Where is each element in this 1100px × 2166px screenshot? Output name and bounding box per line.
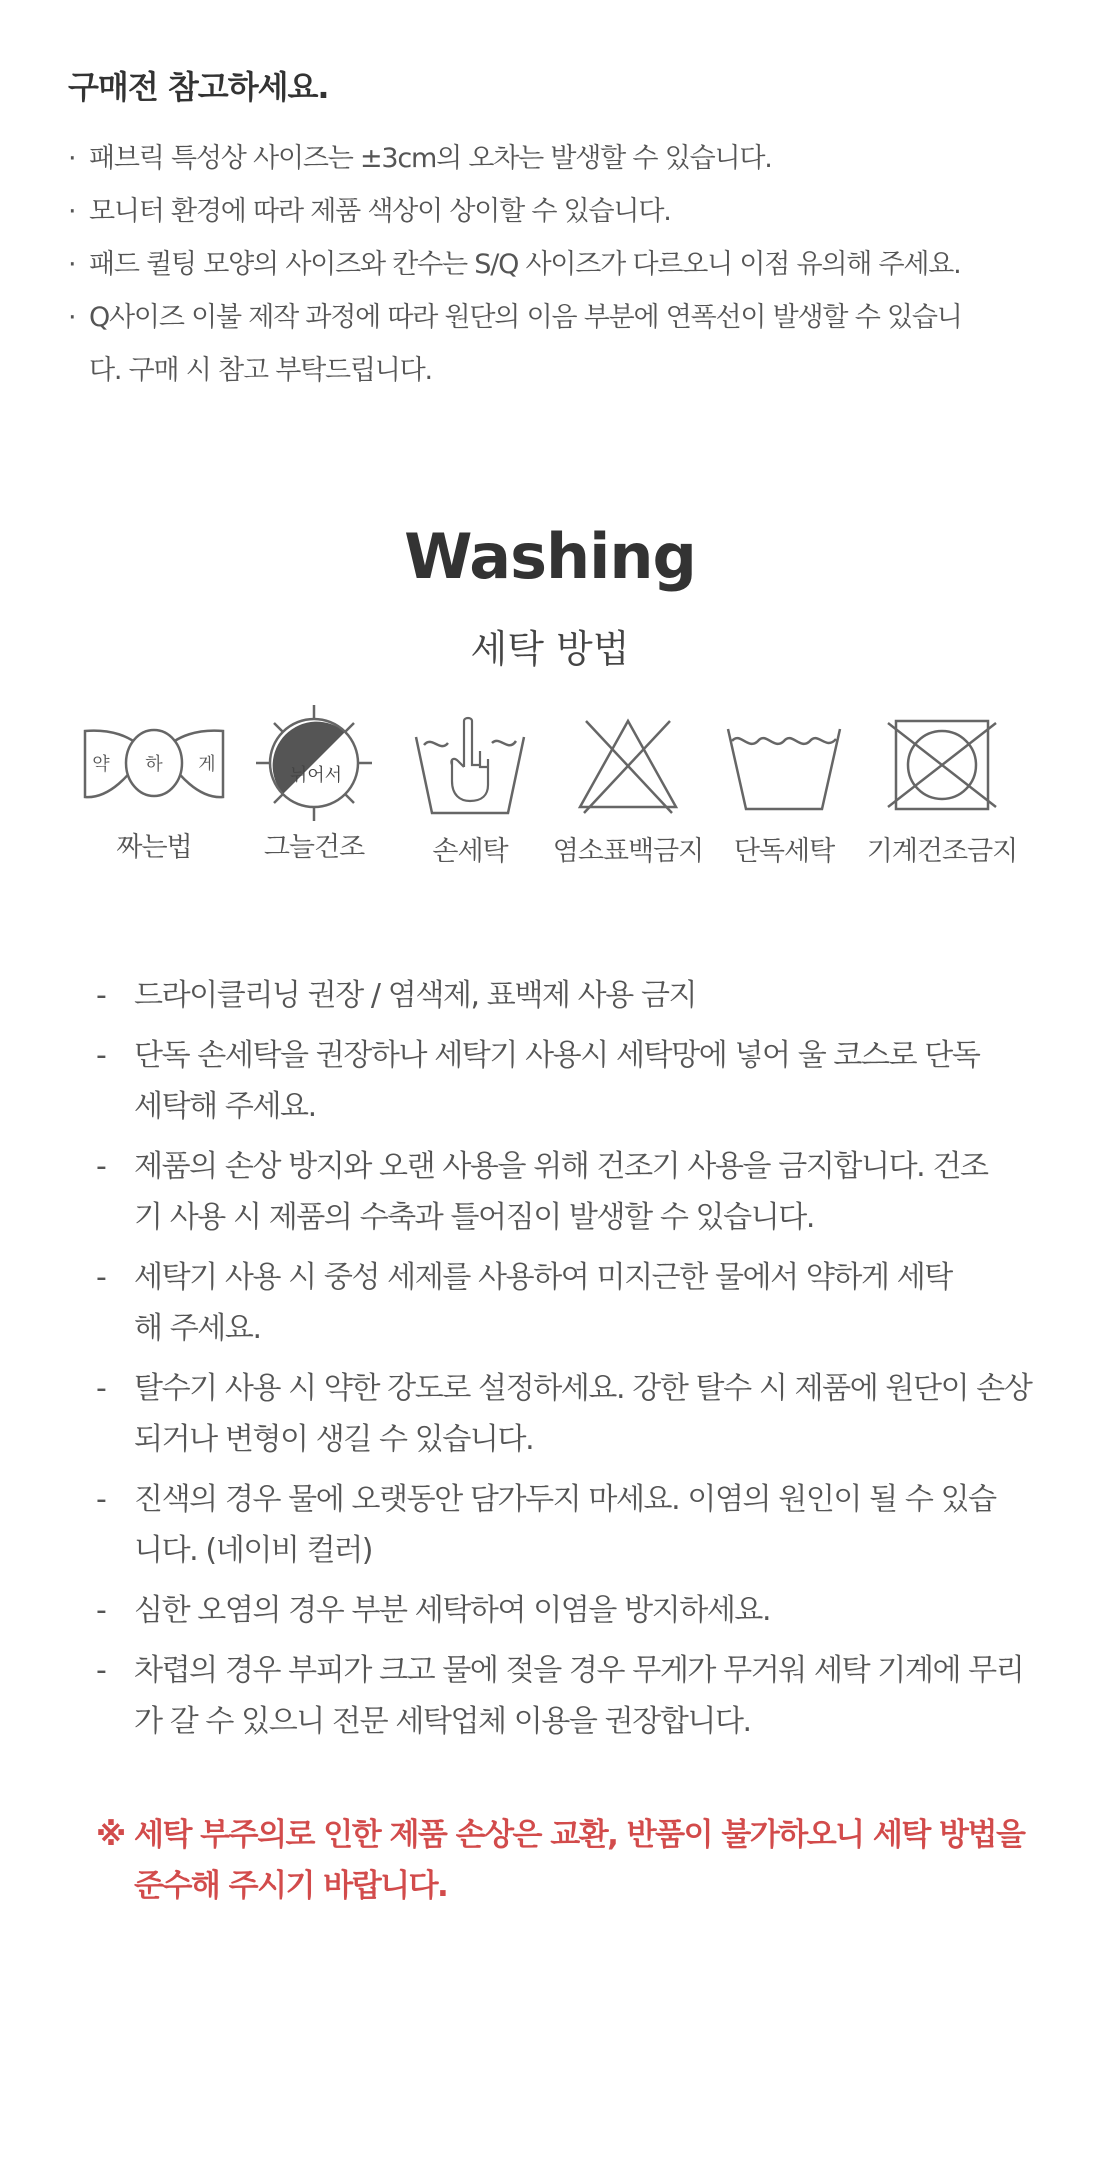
notice-item [68,238,1058,291]
notice-item [68,132,1058,185]
bullet-dot: · [68,196,76,227]
instruction-item [96,1252,964,1354]
wring-text-2: 하 [145,754,163,775]
bullet-dot: · [68,249,76,280]
no-tumble-dry-icon [882,715,1002,815]
bullet-dot: · [68,302,76,333]
dash-marker: - [96,1371,106,1406]
care-icon-cell [390,715,550,868]
icon-label: 단독세탁 [733,836,835,867]
no-bleach-icon [568,715,688,815]
instruction-text: 제품의 손상 방지와 오랜 사용을 위해 건조기 사용을 금지합니다. 건조기 사용 시 제품의 수축과 틀어짐이 발생할 수 있습니다. [134,1149,988,1235]
icon-label: 염소표백금지 [552,836,704,867]
icon-label: 손세탁 [432,836,508,867]
care-icon-cell [74,715,234,864]
instruction-item [96,1645,1034,1747]
icon-label: 그늘건조 [263,832,365,863]
washing-subtitle: 세탁 방법 [470,627,630,671]
wring-text-3: 게 [198,754,216,775]
notice-item [68,185,1058,238]
care-icon-cell [548,715,708,868]
dash-marker: - [96,1260,106,1295]
instruction-text: 심한 오염의 경우 부분 세탁하여 이염을 방지하세요. [134,1593,771,1628]
instruction-item [96,1474,1004,1576]
notice-text: 패브릭 특성상 사이즈는 ±3cm의 오차는 발생할 수 있습니다. [89,143,772,174]
care-icon-cell [234,715,394,864]
notice-text: 모니터 환경에 따라 제품 색상이 상이할 수 있습니다. [89,196,671,227]
warning-text: 세탁 부주의로 인한 제품 손상은 교환, 반품이 불가하오니 세탁 방법을 준수해 주시기 바랍니다. [134,1817,1025,1904]
instruction-text: 차렵의 경우 부피가 크고 물에 젖을 경우 무게가 무거워 세탁 기계에 무리가 갈 수 있으니 전문 세탁업체 이용을 권장합니다. [134,1653,1024,1739]
instruction-item [96,1363,1034,1465]
care-icon-cell [862,715,1022,868]
care-icons-row [0,715,1100,895]
notice-item [68,291,979,397]
dash-marker: - [96,1593,106,1628]
instruction-text: 드라이클리닝 권장 / 염색제, 표백제 사용 금지 [134,978,697,1013]
instruction-item [96,970,1056,1021]
notice-text: Q사이즈 이불 제작 과정에 따라 원단의 이음 부분에 연폭선이 발생할 수 있습니다. 구매 시 참고 부탁드립니다. [89,302,962,386]
icon-label: 기계건조금지 [866,836,1018,867]
bullet-dot: · [68,143,76,174]
dash-marker: - [96,978,106,1013]
notice-title: 구매전 참고하세요. [68,68,329,106]
notice-text: 패드 퀼팅 모양의 사이즈와 칸수는 S/Q 사이즈가 다르오니 이점 유의해 주세요. [89,249,961,280]
instruction-text: 세탁기 사용 시 중성 세제를 사용하여 미지근한 물에서 약하게 세탁해 주세요. [134,1260,952,1346]
wring-gently-icon [79,715,229,811]
instruction-item [96,1030,994,1132]
instruction-text: 탈수기 사용 시 약한 강도로 설정하세요. 강한 탈수 시 제품에 원단이 손상되거나 변형이 생길 수 있습니다. [134,1371,1032,1457]
wash-separately-icon [722,715,846,815]
washing-warning [96,1810,1056,1912]
hand-wash-icon [410,715,530,815]
shade-dry-text: 뉘어서 [289,765,343,786]
reference-mark: ※ [96,1817,125,1853]
icon-label: 짜는법 [116,832,192,863]
instruction-item [96,1141,994,1243]
dash-marker: - [96,1038,106,1073]
dash-marker: - [96,1653,106,1688]
wring-text-1: 약 [92,754,110,775]
purchase-notice [68,62,1058,397]
washing-title: Washing [404,520,696,593]
care-icon-cell [704,715,864,868]
shade-dry-icon [250,703,378,823]
washing-instructions [96,970,1056,1756]
dash-marker: - [96,1149,106,1184]
dash-marker: - [96,1482,106,1517]
instruction-text: 단독 손세탁을 권장하나 세탁기 사용시 세탁망에 넣어 울 코스로 단독 세탁해 주세요. [134,1038,980,1124]
notice-list [68,132,1058,397]
instruction-item [96,1585,1056,1636]
instruction-text: 진색의 경우 물에 오랫동안 담가두지 마세요. 이염의 원인이 될 수 있습니다. (네이비 컬러) [134,1482,996,1568]
